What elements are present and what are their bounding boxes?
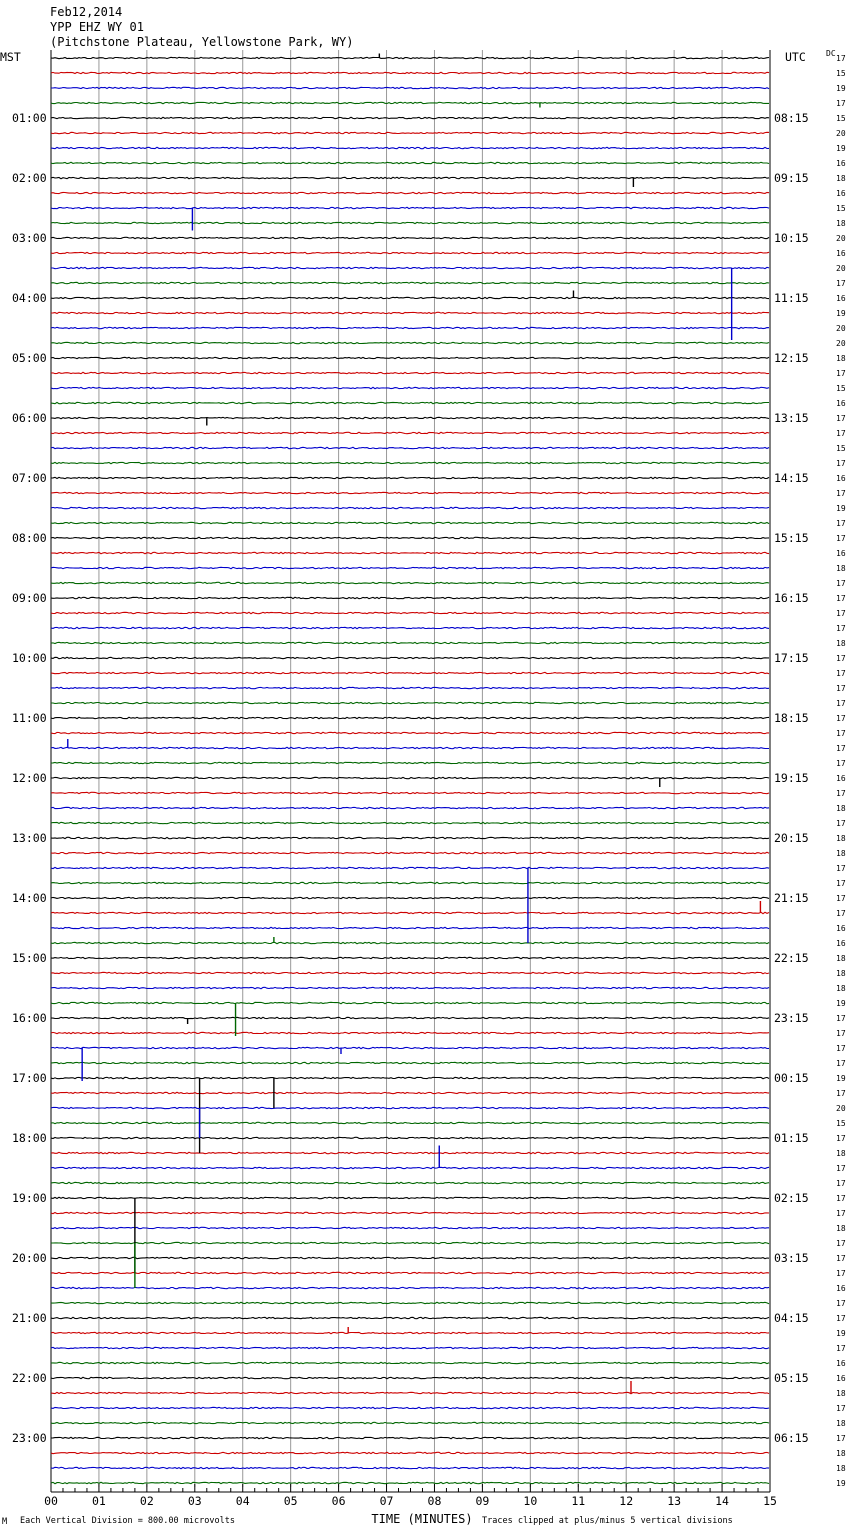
dc-offset-label: 19 [836,309,846,318]
dc-offset-label: 16 [836,774,846,783]
trace-row [51,507,769,508]
x-tick-label: 10 [523,1494,538,1508]
right-time-label: 04:15 [774,1311,809,1325]
right-time-label: 23:15 [774,1011,809,1025]
trace-row [51,387,769,388]
trace-row [51,1017,769,1018]
left-time-label: 14:00 [12,891,47,905]
trace-row [51,837,769,838]
dc-offset-label: 19 [836,1074,846,1083]
x-tick-label: 05 [283,1494,298,1508]
trace-row [51,867,769,868]
x-tick-label: 03 [187,1494,202,1508]
dc-offset-label: 17 [836,489,846,498]
dc-offset-label: 16 [836,474,846,483]
dc-offset-label: 17 [836,594,846,603]
trace-row [51,987,769,988]
dc-column-label: DC [826,49,836,58]
dc-offset-label: 17 [836,684,846,693]
trace-row [51,627,769,628]
dc-offset-label: 17 [836,534,846,543]
right-time-label: 18:15 [774,711,809,725]
dc-offset-label: 17 [836,519,846,528]
dc-offset-label: 20 [836,129,846,138]
right-time-label: 01:15 [774,1131,809,1145]
x-tick-label: 00 [44,1494,58,1508]
dc-offset-label: 17 [836,369,846,378]
left-time-label: 13:00 [12,831,47,845]
trace-row [51,1452,769,1453]
trace-row [51,327,769,328]
trace-rows [51,57,769,1483]
dc-offset-label: 17 [836,819,846,828]
dc-offset-label: 17 [836,624,846,633]
trace-row [51,792,769,793]
right-time-label: 08:15 [774,111,809,125]
dc-offset-label: 18 [836,954,846,963]
dc-offset-label: 15 [836,384,846,393]
dc-offset-label: 16 [836,924,846,933]
trace-row [51,1362,769,1363]
trace-row [51,927,769,928]
left-time-label: 05:00 [12,351,47,365]
dc-offset-label: 18 [836,1149,846,1158]
dc-offset-label: 17 [836,1179,846,1188]
dc-offset-label: 17 [836,1254,846,1263]
right-time-label: 21:15 [774,891,809,905]
dc-offset-label: 17 [836,879,846,888]
dc-offset-label: 18 [836,1224,846,1233]
dc-offset-label: 17 [836,699,846,708]
trace-row [51,222,769,223]
trace-row [51,537,769,538]
right-timezone-label: UTC [785,50,806,64]
dc-offset-label: 15 [836,444,846,453]
dc-offset-label: 16 [836,1284,846,1293]
trace-row [51,237,769,238]
trace-row [51,1152,769,1153]
trace-row [51,72,769,73]
x-tick-label: 04 [235,1494,250,1508]
trace-row [51,702,769,703]
left-time-label: 17:00 [12,1071,47,1085]
dc-offset-label: 15 [836,69,846,78]
trace-row [51,372,769,373]
left-time-label: 20:00 [12,1251,47,1265]
trace-row [51,177,769,178]
dc-offset-label: 17 [836,459,846,468]
dc-offset-label: 18 [836,564,846,573]
left-time-label: 18:00 [12,1131,47,1145]
dc-offset-label: 17 [836,759,846,768]
trace-row [51,402,769,403]
dc-offset-label: 19 [836,1479,846,1488]
left-timezone-label: MST [0,50,21,64]
dc-offset-label: 19 [836,84,846,93]
trace-row [51,747,769,748]
trace-row [51,252,769,253]
dc-offset-label: 18 [836,849,846,858]
trace-row [51,522,769,523]
logo-mark: M [2,1517,8,1527]
dc-offset-label: 18 [836,639,846,648]
location-label: (Pitchstone Plateau, Yellowstone Park, WY) [50,35,354,49]
dc-offset-label: 16 [836,939,846,948]
trace-row [51,642,769,643]
dc-offset-label: 18 [836,984,846,993]
trace-row [51,657,769,658]
left-time-label: 21:00 [12,1311,47,1325]
trace-row [51,57,769,58]
dc-offset-label: 18 [836,1389,846,1398]
x-tick-label: 01 [92,1494,106,1508]
dc-offset-label: 15 [836,204,846,213]
right-time-label: 16:15 [774,591,809,605]
right-time-label: 19:15 [774,771,809,785]
right-time-label: 02:15 [774,1191,809,1205]
trace-row [51,132,769,133]
dc-offset-label: 20 [836,1104,846,1113]
trace-row [51,417,769,418]
dc-offset-label: 17 [836,1299,846,1308]
trace-row [51,492,769,493]
x-tick-label: 07 [379,1494,394,1508]
trace-row [51,912,769,913]
x-tick-label: 12 [619,1494,634,1508]
trace-row [51,1287,769,1288]
trace-row [51,852,769,853]
trace-row [51,267,769,268]
right-time-label: 09:15 [774,171,809,185]
x-tick-label: 13 [667,1494,682,1508]
trace-row [51,432,769,433]
trace-row [51,192,769,193]
dc-offset-label: 18 [836,834,846,843]
trace-row [51,1032,769,1033]
trace-row [51,552,769,553]
trace-row [51,1242,769,1243]
dc-offset-label: 18 [836,219,846,228]
dc-offset-label: 17 [836,894,846,903]
trace-row [51,1182,769,1183]
dc-offset-label: 18 [836,1419,846,1428]
dc-offset-label: 18 [836,804,846,813]
left-time-label: 09:00 [12,591,47,605]
left-time-label: 03:00 [12,231,47,245]
trace-row [51,1197,769,1198]
dc-offset-label: 15 [836,1119,846,1128]
left-time-label: 15:00 [12,951,47,965]
trace-row [51,1077,769,1078]
dc-offset-label: 17 [836,909,846,918]
dc-offset-label: 17 [836,669,846,678]
right-time-label: 17:15 [774,651,809,665]
right-time-label: 00:15 [774,1071,809,1085]
trace-row [51,1002,769,1003]
trace-row [51,1332,769,1333]
trace-row [51,357,769,358]
trace-row [51,1437,769,1438]
trace-row [51,1467,769,1468]
left-time-label: 11:00 [12,711,47,725]
dc-offset-label: 15 [836,114,846,123]
dc-offset-label: 17 [836,54,846,63]
right-time-label: 15:15 [774,531,809,545]
right-time-label: 14:15 [774,471,809,485]
trace-row [51,297,769,298]
trace-row [51,1167,769,1168]
trace-row [51,582,769,583]
dc-offset-label: 17 [836,1404,846,1413]
dc-offset-label: 20 [836,324,846,333]
left-time-label: 10:00 [12,651,47,665]
dc-offset-label: 17 [836,1434,846,1443]
dc-offset-label: 17 [836,654,846,663]
left-time-label: 12:00 [12,771,47,785]
dc-offset-label: 16 [836,399,846,408]
station-label: YPP EHZ WY 01 [50,20,144,34]
dc-offset-label: 19 [836,504,846,513]
right-time-label: 11:15 [774,291,809,305]
dc-offset-label: 17 [836,1209,846,1218]
x-tick-label: 02 [139,1494,154,1508]
trace-row [51,1062,769,1063]
dc-offset-label: 18 [836,969,846,978]
trace-row [51,597,769,598]
dc-offset-label: 17 [836,714,846,723]
dc-offset-label: 17 [836,99,846,108]
dc-offset-label: 17 [836,414,846,423]
left-time-label: 08:00 [12,531,47,545]
dc-offset-label: 17 [836,429,846,438]
right-time-label: 22:15 [774,951,809,965]
dc-offset-label: 17 [836,1314,846,1323]
dc-offset-label: 16 [836,189,846,198]
dc-offset-label: 17 [836,1029,846,1038]
left-time-label: 04:00 [12,291,47,305]
trace-row [51,1092,769,1093]
trace-row [51,342,769,343]
trace-row [51,102,769,103]
right-time-label: 06:15 [774,1431,809,1445]
dc-offset-label: 17 [836,1014,846,1023]
trace-row [51,1257,769,1258]
trace-row [51,672,769,673]
trace-row [51,477,769,478]
dc-offset-label: 20 [836,339,846,348]
trace-row [51,567,769,568]
dc-offset-label: 20 [836,264,846,273]
trace-row [51,717,769,718]
x-axis [44,1484,777,1508]
right-time-label: 13:15 [774,411,809,425]
dc-offset-label: 19 [836,144,846,153]
x-tick-label: 08 [427,1494,442,1508]
left-time-label: 02:00 [12,171,47,185]
grid [51,50,770,1487]
dc-offset-label: 17 [836,744,846,753]
dc-offset-label: 17 [836,1134,846,1143]
dc-offset-label: 17 [836,609,846,618]
trace-row [51,117,769,118]
trace-row [51,1407,769,1408]
dc-offset-label: 17 [836,1269,846,1278]
x-tick-label: 06 [331,1494,346,1508]
trace-row [51,1137,769,1138]
dc-offset-label: 17 [836,864,846,873]
x-tick-label: 15 [763,1494,777,1508]
left-time-label: 23:00 [12,1431,47,1445]
dc-offset-label: 17 [836,1239,846,1248]
dc-offset-label: 19 [836,1329,846,1338]
trace-row [51,1122,769,1123]
trace-row [51,462,769,463]
dc-offset-label: 18 [836,1464,846,1473]
trace-row [51,1302,769,1303]
clip-note: Traces clipped at plus/minus 5 vertical divisions [482,1516,733,1526]
trace-row [51,147,769,148]
trace-row [51,162,769,163]
trace-row [51,1317,769,1318]
left-time-label: 22:00 [12,1371,47,1385]
trace-row [51,897,769,898]
right-time-label: 12:15 [774,351,809,365]
trace-row [51,1272,769,1273]
trace-row [51,1107,769,1108]
right-time-label: 03:15 [774,1251,809,1265]
trace-row [51,1482,769,1483]
trace-row [51,777,769,778]
division-note: Each Vertical Division = 800.00 microvolts [20,1516,235,1526]
dc-offset-label: 19 [836,999,846,1008]
trace-row [51,1047,769,1048]
trace-row [51,612,769,613]
right-time-label: 10:15 [774,231,809,245]
seismic-events [68,54,761,1394]
trace-row [51,882,769,883]
left-time-label: 01:00 [12,111,47,125]
date-label: Feb12,2014 [50,5,123,19]
left-time-label: 06:00 [12,411,47,425]
left-time-label: 07:00 [12,471,47,485]
right-time-label: 20:15 [774,831,809,845]
dc-offset-label: 18 [836,174,846,183]
dc-offset-label: 17 [836,279,846,288]
trace-row [51,447,769,448]
trace-row [51,762,769,763]
x-tick-label: 11 [571,1494,586,1508]
dc-offset-label: 17 [836,579,846,588]
dc-offset-label: 16 [836,1374,846,1383]
dc-offset-label: 20 [836,234,846,243]
dc-offset-label: 16 [836,549,846,558]
x-tick-label: 09 [475,1494,490,1508]
trace-row [51,87,769,88]
left-time-label: 19:00 [12,1191,47,1205]
trace-row [51,807,769,808]
trace-row [51,732,769,733]
dc-offset-label: 16 [836,249,846,258]
dc-offset-label: 16 [836,159,846,168]
dc-offset-label: 18 [836,354,846,363]
dc-offset-label: 17 [836,789,846,798]
x-tick-label: 14 [715,1494,729,1508]
trace-row [51,942,769,943]
left-time-label: 16:00 [12,1011,47,1025]
dc-offset-label: 17 [836,1194,846,1203]
trace-row [51,1347,769,1348]
trace-row [51,1422,769,1423]
right-time-label: 05:15 [774,1371,809,1385]
trace-row [51,1377,769,1378]
trace-row [51,312,769,313]
dc-offset-label: 17 [836,1344,846,1353]
trace-row [51,687,769,688]
x-axis-title: TIME (MINUTES) [371,1512,473,1526]
trace-row [51,282,769,283]
dc-offset-label: 17 [836,1089,846,1098]
dc-offset-label: 17 [836,1044,846,1053]
dc-offset-label: 17 [836,1164,846,1173]
dc-offset-label: 18 [836,1449,846,1458]
trace-row [51,822,769,823]
trace-row [51,207,769,208]
trace-row [51,972,769,973]
trace-row [51,1212,769,1213]
trace-row [51,1227,769,1228]
dc-offset-label: 16 [836,1359,846,1368]
dc-offset-label: 17 [836,729,846,738]
dc-offset-label: 17 [836,1059,846,1068]
trace-row [51,957,769,958]
trace-row [51,1392,769,1393]
dc-offset-label: 16 [836,294,846,303]
